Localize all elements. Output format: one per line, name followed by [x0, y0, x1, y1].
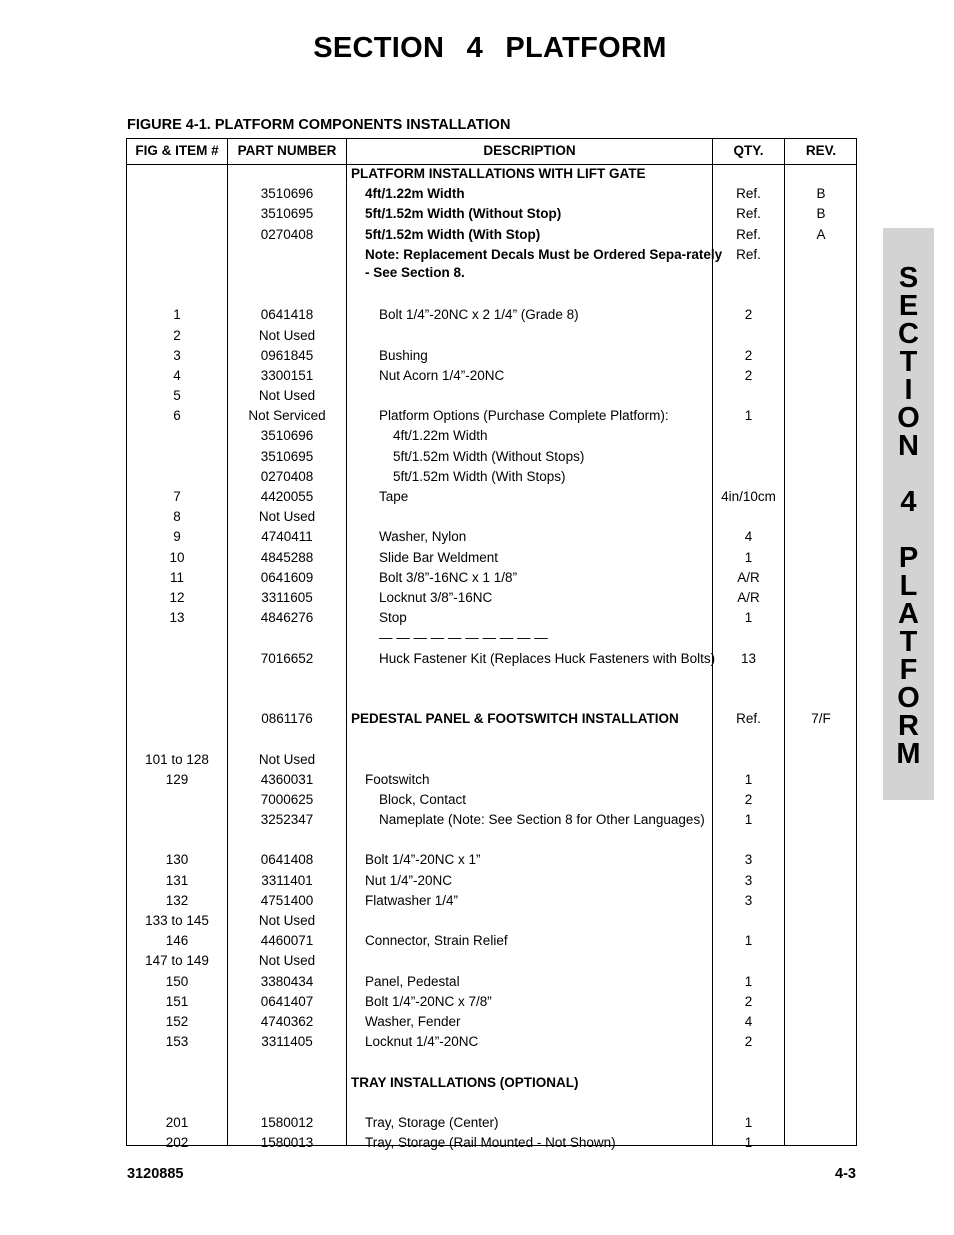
table-row — [127, 528, 856, 548]
table-row — [127, 185, 856, 205]
table-row — [127, 468, 856, 488]
fig-item-cell: 11 — [169, 569, 184, 585]
table-row — [127, 226, 856, 246]
part-number-cell: 3311401 — [261, 872, 313, 888]
table-row — [127, 508, 856, 528]
header-qty: QTY. — [733, 143, 764, 158]
part-number-cell: Not Serviced — [248, 408, 326, 424]
table-row — [127, 993, 856, 1013]
fig-item-cell: 8 — [173, 509, 181, 525]
side-tab-letter: L — [899, 570, 918, 602]
description-cell: Note: Replacement Decals Must be Ordered Sepa-rately - See Section 8. — [365, 246, 723, 280]
fig-item-cell: 153 — [165, 1034, 189, 1050]
part-number-cell: 0270408 — [260, 468, 314, 484]
part-number-cell: 0641407 — [260, 993, 314, 1009]
table-row — [127, 205, 856, 225]
description-cell: Nameplate (Note: See Section 8 for Other Languages) — [379, 812, 705, 828]
side-tab-letter: N — [898, 430, 919, 462]
table-row — [127, 347, 856, 367]
qty-cell: 1 — [744, 812, 753, 828]
side-tab-letter: T — [899, 626, 918, 658]
table-row — [127, 327, 856, 347]
table-row — [127, 1033, 856, 1073]
side-tab-letter: S — [898, 262, 919, 294]
side-tab-letter: O — [897, 682, 920, 714]
part-number-cell: 3510696 — [260, 186, 314, 202]
part-number-cell: 7016652 — [260, 650, 314, 666]
part-number-cell: 4420055 — [260, 489, 314, 505]
side-tab-letter: R — [898, 710, 919, 742]
table-row — [127, 609, 856, 629]
part-number-cell: 3510695 — [260, 206, 314, 222]
table-row — [127, 306, 856, 326]
part-number-cell: 1580012 — [260, 1114, 314, 1130]
side-tab-letter: O — [897, 402, 920, 434]
description-cell: 5ft/1.52m Width (Without Stop) — [365, 206, 562, 222]
table-row — [127, 448, 856, 468]
table-row — [127, 1134, 856, 1154]
part-number-cell: 4846276 — [260, 610, 314, 626]
table-row — [127, 569, 856, 589]
fig-item-cell: 7 — [173, 489, 181, 505]
qty-cell: 1 — [744, 933, 753, 949]
figure-title: FIGURE 4-1. PLATFORM COMPONENTS INSTALLATION — [127, 117, 511, 133]
part-number-cell: Not Used — [258, 388, 316, 404]
description-cell: Washer, Nylon — [379, 529, 467, 545]
qty-cell: A/R — [737, 569, 760, 585]
table-row — [127, 912, 856, 932]
side-tab-letter: T — [899, 346, 918, 378]
table-row — [127, 1114, 856, 1134]
fig-item-cell: 133 to 145 — [145, 913, 209, 929]
part-number-cell: 0861176 — [261, 711, 313, 727]
part-number-cell: 4460071 — [260, 933, 314, 949]
qty-cell: 1 — [744, 408, 753, 424]
table-row — [127, 932, 856, 952]
description-cell: Bolt 1/4”-20NC x 1” — [365, 852, 481, 868]
rev-cell: B — [816, 186, 826, 202]
fig-item-cell: 132 — [165, 892, 189, 908]
table-row — [127, 791, 856, 811]
part-number-cell: Not Used — [258, 751, 316, 767]
part-number-cell: 4740411 — [261, 529, 313, 545]
description-cell: Tray, Storage (Center) — [365, 1114, 499, 1130]
page-title: SECTION 4 PLATFORM — [313, 32, 667, 64]
fig-item-cell: 129 — [165, 771, 189, 787]
description-cell: Nut 1/4”-20NC — [365, 872, 453, 888]
table-row — [127, 165, 856, 185]
table-row — [127, 407, 856, 427]
description-cell: Tray, Storage (Rail Mounted - Not Shown) — [365, 1135, 616, 1151]
part-number-cell: 0641609 — [260, 569, 314, 585]
side-tab-letter: M — [896, 738, 921, 770]
fig-item-cell: 1 — [173, 307, 181, 323]
side-tab-letter: E — [898, 290, 919, 322]
fig-item-cell: 146 — [165, 933, 189, 949]
qty-cell: 2 — [744, 367, 753, 383]
qty-cell: 2 — [744, 791, 753, 807]
part-number-cell: 3380434 — [260, 973, 314, 989]
fig-item-cell: 4 — [173, 367, 181, 383]
fig-item-cell: 6 — [173, 408, 181, 424]
section-side-tab — [883, 228, 934, 800]
qty-cell: 1 — [744, 771, 753, 787]
description-cell: PEDESTAL PANEL & FOOTSWITCH INSTALLATION — [351, 711, 679, 727]
description-cell: Bolt 1/4”-20NC x 2 1/4” (Grade 8) — [379, 307, 579, 323]
document-number: 3120885 — [127, 1166, 184, 1182]
qty-cell: 1 — [744, 549, 753, 565]
description-cell: PLATFORM INSTALLATIONS WITH LIFT GATE — [351, 166, 646, 181]
part-number-cell: 1580013 — [260, 1135, 314, 1151]
description-cell: 5ft/1.52m Width (With Stops) — [393, 468, 566, 484]
qty-cell: 1 — [744, 1135, 753, 1151]
table-row — [127, 629, 856, 649]
fig-item-cell: 147 to 149 — [145, 953, 209, 969]
side-tab-letter: P — [898, 542, 919, 574]
qty-cell: Ref. — [736, 711, 761, 727]
part-number-cell: 3311605 — [261, 589, 313, 605]
description-cell: Washer, Fender — [365, 1013, 461, 1029]
qty-cell: Ref. — [736, 186, 761, 202]
description-cell: Slide Bar Weldment — [379, 549, 499, 565]
description-cell: Panel, Pedestal — [365, 973, 460, 989]
description-cell: TRAY INSTALLATIONS (OPTIONAL) — [351, 1074, 579, 1090]
description-cell: 4ft/1.22m Width — [393, 428, 488, 444]
qty-cell: A/R — [737, 589, 760, 605]
part-number-cell: 3300151 — [260, 367, 314, 383]
fig-item-cell: 5 — [173, 388, 181, 404]
description-cell: 5ft/1.52m Width (With Stop) — [365, 226, 541, 242]
table-row — [127, 710, 856, 750]
table-row — [127, 549, 856, 569]
table-row — [127, 872, 856, 892]
qty-cell: 13 — [740, 650, 757, 666]
part-number-cell: 3252347 — [260, 812, 314, 828]
qty-cell: 2 — [744, 347, 753, 363]
part-number-cell: 0961845 — [260, 347, 314, 363]
part-number-cell: 7000625 — [260, 791, 314, 807]
fig-item-cell: 9 — [173, 529, 181, 545]
qty-cell: 3 — [744, 892, 753, 908]
qty-cell: 2 — [744, 1034, 753, 1050]
qty-cell: 4in/10cm — [721, 489, 776, 505]
table-row — [127, 1074, 856, 1114]
table-row — [127, 427, 856, 447]
part-number-cell: Not Used — [258, 327, 316, 343]
description-cell: Bolt 3/8”-16NC x 1 1/8” — [379, 569, 518, 585]
page-number: 4-3 — [835, 1166, 856, 1182]
table-row — [127, 246, 856, 307]
side-tab-letter: A — [898, 598, 919, 630]
table-row — [127, 589, 856, 609]
description-cell: Bushing — [379, 347, 428, 363]
fig-item-cell: 130 — [165, 852, 189, 868]
fig-item-cell: 150 — [165, 973, 189, 989]
qty-cell: 4 — [744, 529, 753, 545]
description-cell: Nut Acorn 1/4”-20NC — [379, 367, 505, 383]
table-body — [127, 165, 856, 1154]
description-cell: Stop — [379, 610, 407, 626]
side-tab-letter — [883, 460, 934, 488]
part-number-cell: 4360031 — [260, 771, 314, 787]
side-tab-letter: 4 — [900, 486, 917, 518]
part-number-cell: 3510696 — [260, 428, 314, 444]
rev-cell: 7/F — [811, 711, 831, 727]
description-cell: 4ft/1.22m Width — [365, 186, 465, 202]
qty-cell: 4 — [744, 1013, 753, 1029]
fig-item-cell: 10 — [169, 549, 185, 565]
fig-item-cell: 101 to 128 — [145, 751, 209, 767]
table-row — [127, 488, 856, 508]
fig-item-cell: 13 — [169, 610, 185, 626]
table-row — [127, 851, 856, 871]
qty-cell: 1 — [744, 1114, 753, 1130]
part-number-cell: Not Used — [258, 509, 316, 525]
description-cell: Locknut 3/8”-16NC — [379, 589, 493, 605]
side-tab-letter: F — [899, 654, 918, 686]
parts-table — [126, 138, 857, 1151]
header-rev: REV. — [805, 143, 837, 158]
rev-cell: A — [816, 226, 826, 242]
table-row — [127, 650, 856, 711]
table-row — [127, 811, 856, 851]
qty-cell: Ref. — [736, 206, 761, 222]
qty-cell: 1 — [744, 973, 753, 989]
description-cell: Footswitch — [365, 771, 430, 787]
header-description: DESCRIPTION — [483, 143, 576, 158]
description-cell: Huck Fastener Kit (Replaces Huck Fasteners with Bolts) — [379, 650, 716, 666]
table-row — [127, 892, 856, 912]
fig-item-cell: 12 — [169, 589, 185, 605]
part-number-cell: Not Used — [258, 913, 316, 929]
fig-item-cell: 202 — [165, 1135, 189, 1151]
description-cell: Connector, Strain Relief — [365, 933, 508, 949]
fig-item-cell: 131 — [165, 872, 189, 888]
table-row — [127, 367, 856, 387]
table-row — [127, 973, 856, 993]
fig-item-cell: 152 — [165, 1013, 189, 1029]
side-tab-letter — [883, 516, 934, 544]
header-fig: FIG & ITEM # — [135, 143, 219, 158]
table-row — [127, 1013, 856, 1033]
side-tab-letter: C — [898, 318, 919, 350]
header-part-number: PART NUMBER — [237, 143, 337, 158]
part-number-cell: 3510695 — [260, 448, 314, 464]
rev-cell: B — [816, 206, 826, 222]
description-cell: Bolt 1/4”-20NC x 7/8” — [365, 993, 492, 1009]
part-number-cell: 0641418 — [260, 307, 314, 323]
qty-cell: 3 — [744, 852, 753, 868]
qty-cell: 3 — [744, 872, 753, 888]
part-number-cell: Not Used — [258, 953, 316, 969]
description-cell: 5ft/1.52m Width (Without Stops) — [393, 448, 585, 464]
table-row — [127, 387, 856, 407]
description-cell: — — — — — — — — — — — [379, 630, 548, 646]
table-row — [127, 952, 856, 972]
side-tab-letter: I — [904, 374, 913, 406]
fig-item-cell: 3 — [173, 347, 181, 363]
qty-cell: 1 — [744, 610, 753, 626]
description-cell: Block, Contact — [379, 791, 467, 807]
part-number-cell: 4740362 — [260, 1013, 314, 1029]
description-cell: Flatwasher 1/4” — [365, 892, 459, 908]
fig-item-cell: 201 — [165, 1114, 189, 1130]
qty-cell: 2 — [744, 307, 753, 323]
part-number-cell: 4845288 — [260, 549, 314, 565]
part-number-cell: 4751400 — [260, 892, 314, 908]
description-cell: Tape — [379, 489, 409, 505]
part-number-cell: 3311405 — [261, 1034, 313, 1050]
description-cell: Locknut 1/4”-20NC — [365, 1034, 479, 1050]
part-number-cell: 0270408 — [260, 226, 314, 242]
fig-item-cell: 151 — [165, 993, 189, 1009]
part-number-cell: 0641408 — [260, 852, 314, 868]
fig-item-cell: 2 — [173, 327, 181, 343]
table-row — [127, 751, 856, 771]
table-row — [127, 771, 856, 791]
description-cell: Platform Options (Purchase Complete Platform): — [379, 408, 669, 424]
qty-cell: Ref. — [736, 226, 761, 242]
qty-cell: 2 — [744, 993, 753, 1009]
qty-cell: Ref. — [736, 246, 761, 262]
